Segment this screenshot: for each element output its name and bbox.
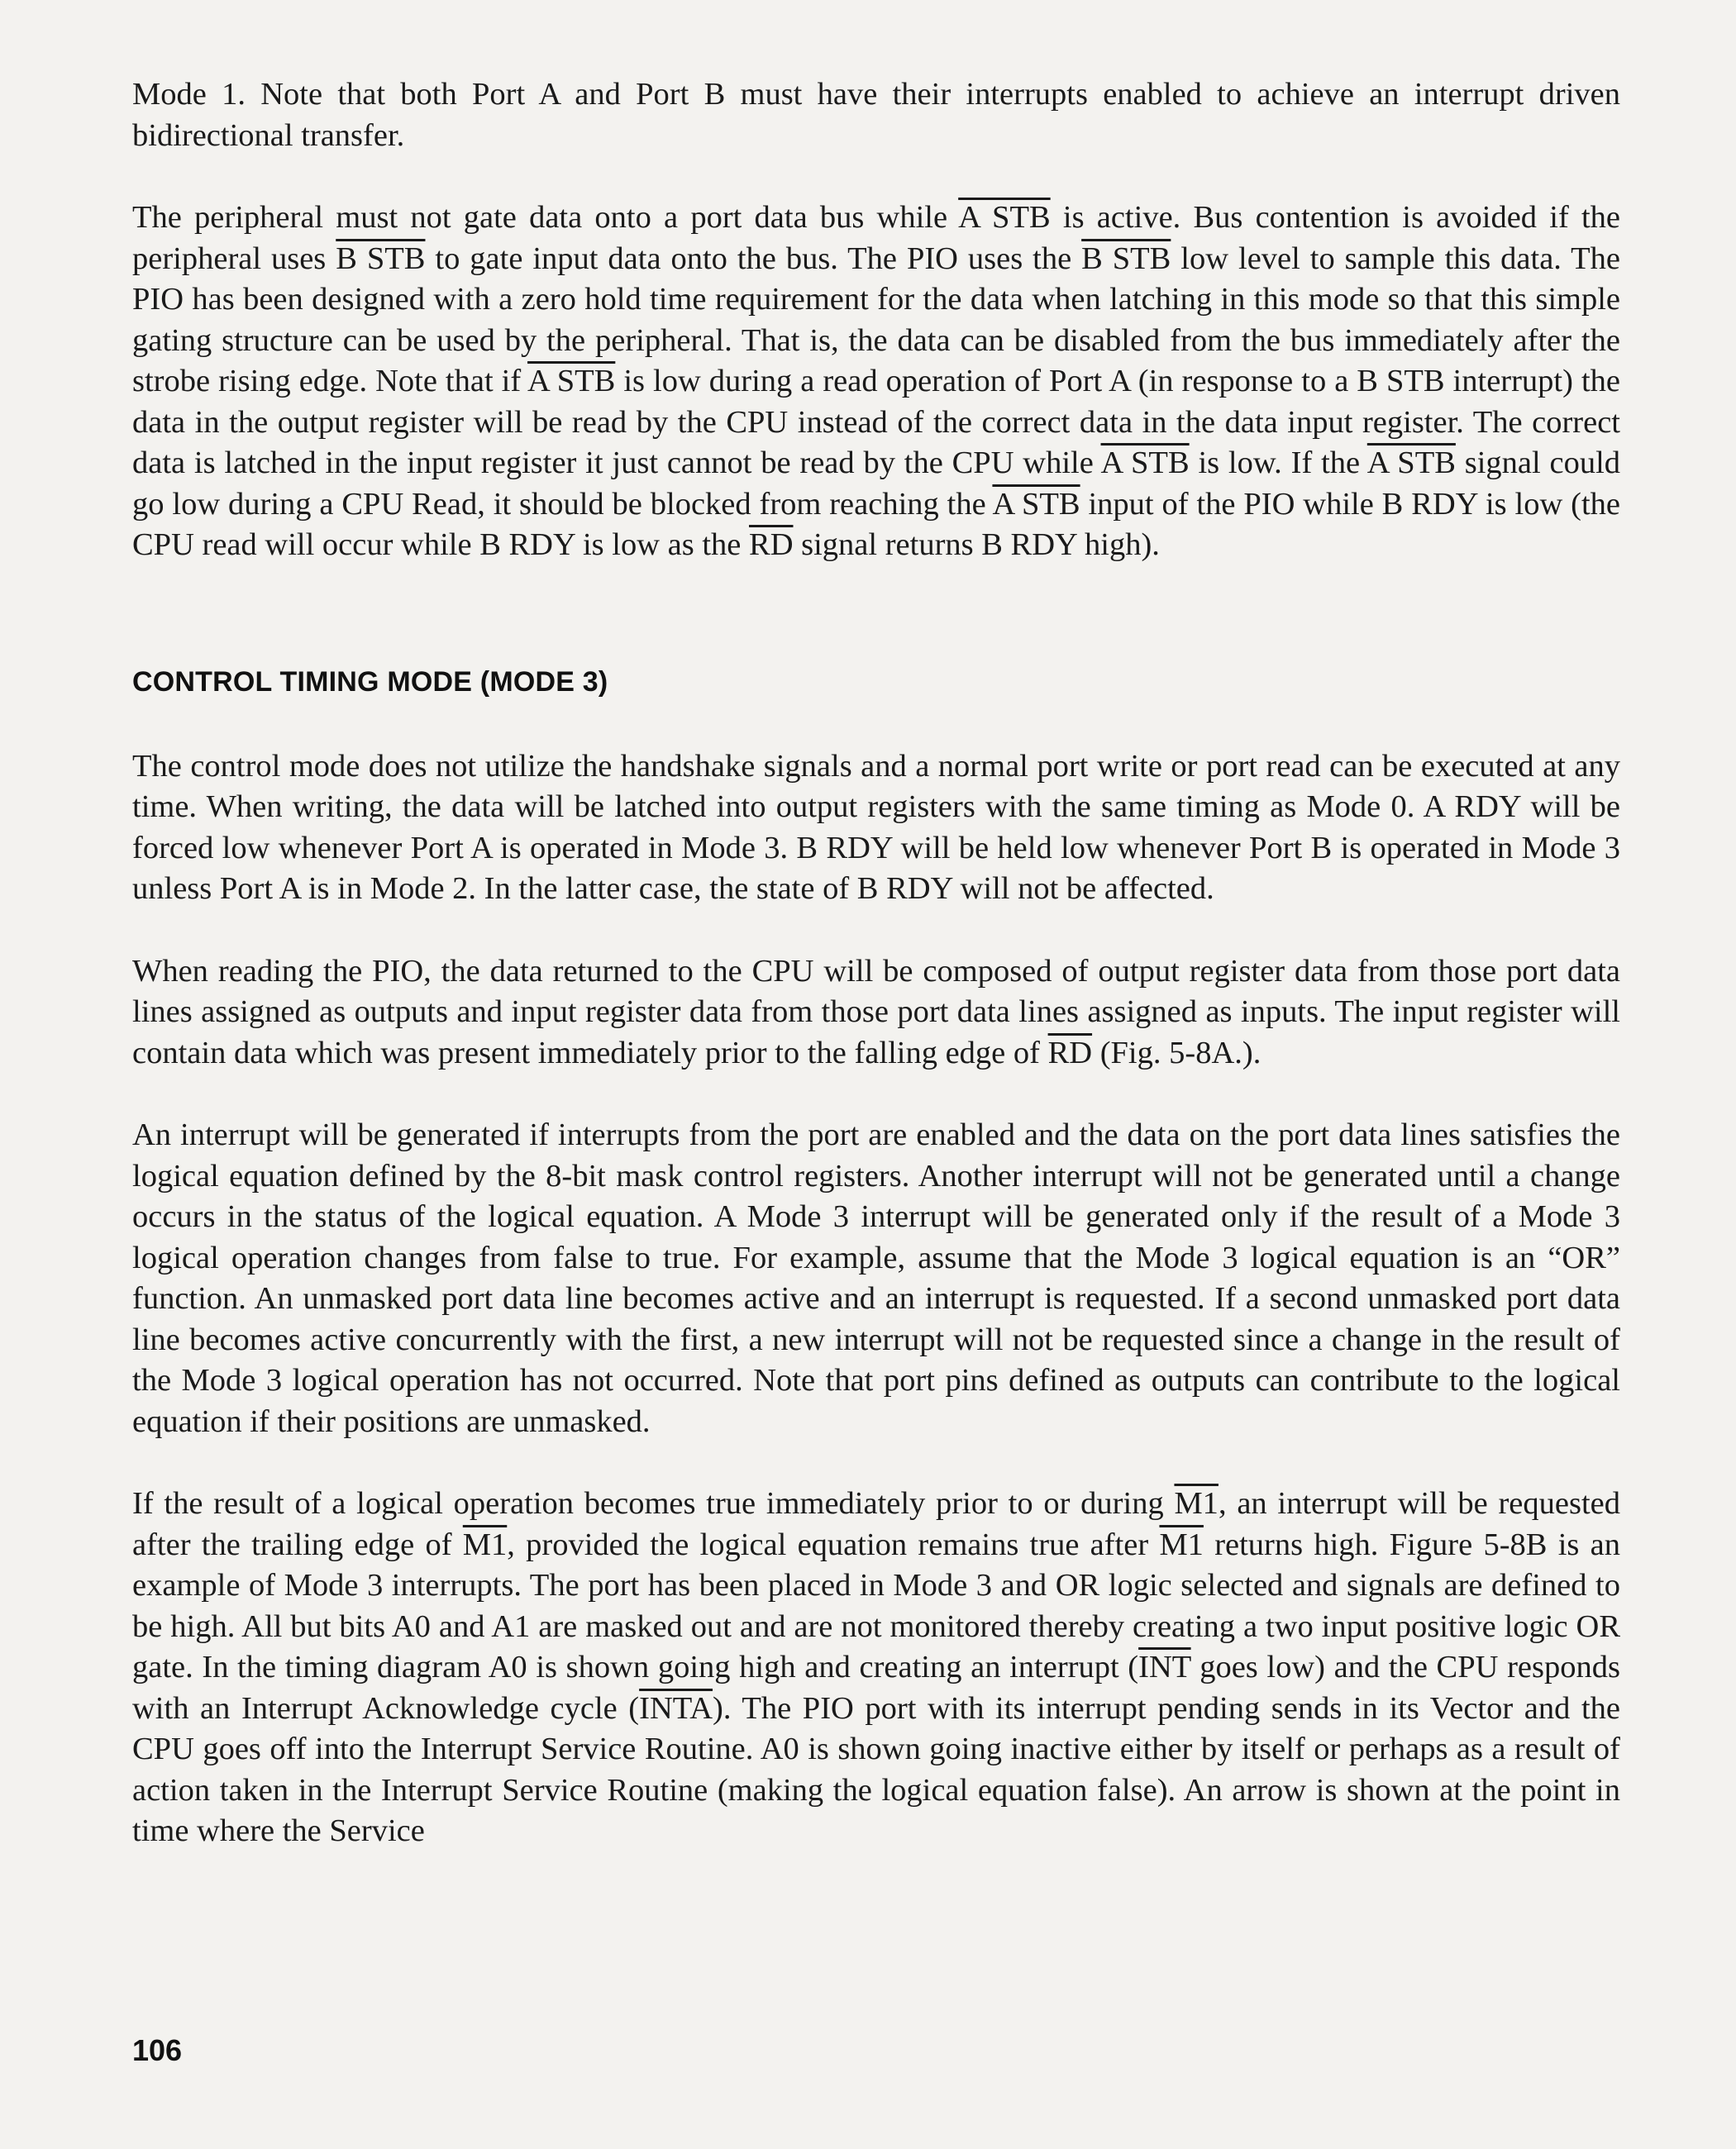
- text-run: to gate input data onto the bus. The PIO uses the: [425, 241, 1082, 276]
- text-run: If the result of a logical operation becomes true immediately prior to or during: [132, 1486, 1175, 1521]
- signal-astb: A STB: [1100, 446, 1190, 480]
- text-run: When reading the PIO, the data returned to the CPU will be composed of output register data from those port data lines assigned as outputs and input register data from those port data lines assigned as inputs. The input register will contain data which was present immediately prior to the falling edge of: [132, 953, 1620, 1070]
- text-run: signal returns B RDY high).: [793, 527, 1160, 562]
- text-run: is low. If the: [1189, 446, 1367, 480]
- signal-astb: A STB: [527, 364, 616, 398]
- paragraph-reading-pio: [132, 951, 1620, 1074]
- paragraph-logical-operation: [132, 1484, 1620, 1852]
- text-run: low level to sample this data. The PIO has been designed with a zero hold time requirement for the data when latching in this mode so that this simple gating structure can be used by the peripheral. That is, the data can be disabled from the bus immediately after the strobe rising edge. Note that if: [132, 241, 1621, 398]
- paragraph-strobe-gating: [132, 198, 1620, 566]
- page-number: 106: [132, 2033, 183, 2067]
- text-run: ). The PIO port with its interrupt pending sends in its Vector and the CPU goes off into the Interrupt Service Routine. A0 is shown going inactive either by itself or perhaps as a result of action taken in the Interrupt Service Routine (making the logical equation false). An arrow is shown at the point in time where the Service: [132, 1690, 1620, 1848]
- text-run: The peripheral must not gate data onto a port data bus while: [132, 200, 959, 235]
- signal-m1: M1: [1159, 1527, 1204, 1562]
- text-run: , provided the logical equation remains true after: [507, 1527, 1160, 1562]
- signal-inta: INTA: [639, 1690, 713, 1726]
- text-run: is low during a read operation of Port A (in response to a B STB interrupt) the data in the output register will be read by the CPU instead of the correct data in the data input register. The correct data is latched in the input register it just cannot be read by the CPU while: [132, 364, 1620, 480]
- paragraph-control-mode: [132, 746, 1620, 910]
- signal-astb: A STB: [1366, 446, 1456, 480]
- signal-bstb: B STB: [1081, 241, 1171, 276]
- signal-int: $\overline{INT}$: [1138, 1650, 1191, 1684]
- control-mode-text: The control mode does not utilize the handshake signals and a normal port write or port read can be executed at any time. When writing, the data will be latched into output registers with the same timing as Mode 0. A RDY will be forced low whenever Port A is operated in Mode 3. B RDY will be held low whenever Port B is operated in Mode 3 unless Port A is in Mode 2. In the latter case, the state of B RDY will not be affected.: [132, 748, 1620, 906]
- signal-rd: $\overline{RD}$: [1047, 1035, 1093, 1070]
- text-run: signal could go low during a CPU Read, it should be blocked from reaching the: [132, 446, 1621, 522]
- signal-astb: A STB: [958, 200, 1051, 235]
- section-heading: CONTROL TIMING MODE (MODE 3): [132, 665, 608, 698]
- text-run: , an interrupt will be requested after the trailing edge of: [132, 1486, 1620, 1562]
- interrupt-text: An interrupt will be generated if interrupts from the port are enabled and the data on the port data lines satisfies the logical equation defined by the 8-bit mask control registers. Another interrupt will not be generated until a change occurs in the status of the logical equation. A Mode 3 interrupt will be generated only if the result of a Mode 3 logical operation changes from false to true. For example, assume that the Mode 3 logical equation is an “OR” function. An unmasked port data line becomes active and an interrupt is requested. If a second unmasked port data line becomes active concurrently with the first, a new interrupt will not be requested since a change in the result of the Mode 3 logical operation has not occurred. Note that port pins defined as outputs can contribute to the logical equation if their positions are unmasked.: [132, 1117, 1620, 1439]
- signal-rd: $\overline{RD}$: [749, 527, 794, 562]
- text-run: (Fig. 5-8A.).: [1092, 1035, 1261, 1070]
- intro-text: Mode 1. Note that both Port A and Port B must have their interrupts enabled to achieve an interrupt driven bidirectional transfer.: [132, 77, 1620, 153]
- text-run: returns high. Figure 5-8B is an example of Mode 3 interrupts. The port has been placed in Mode 3 and OR logic selected and signals are defined to be high. All but bits A0 and A1 are masked out and are not monitored thereby creating a two input positive logic OR gate. In the timing diagram A0 is shown going high and creating an interrupt (: [132, 1527, 1621, 1684]
- signal-bstb: B STB: [336, 241, 426, 276]
- signal-m1: M1: [462, 1527, 508, 1562]
- text-run: input of the PIO while B RDY is low (the CPU read will occur while B RDY is low as the: [132, 486, 1621, 562]
- paragraph-interrupt-generation: [132, 1115, 1620, 1442]
- document-page: [132, 74, 1620, 1852]
- text-run: is active. Bus contention is avoided if the peripheral uses: [132, 200, 1620, 276]
- text-run: goes low) and the CPU responds with an Interrupt Acknowledge cycle (: [132, 1650, 1620, 1726]
- signal-astb: A STB: [992, 486, 1080, 522]
- paragraph-intro: [132, 74, 1620, 156]
- signal-m1: M1: [1174, 1486, 1219, 1521]
